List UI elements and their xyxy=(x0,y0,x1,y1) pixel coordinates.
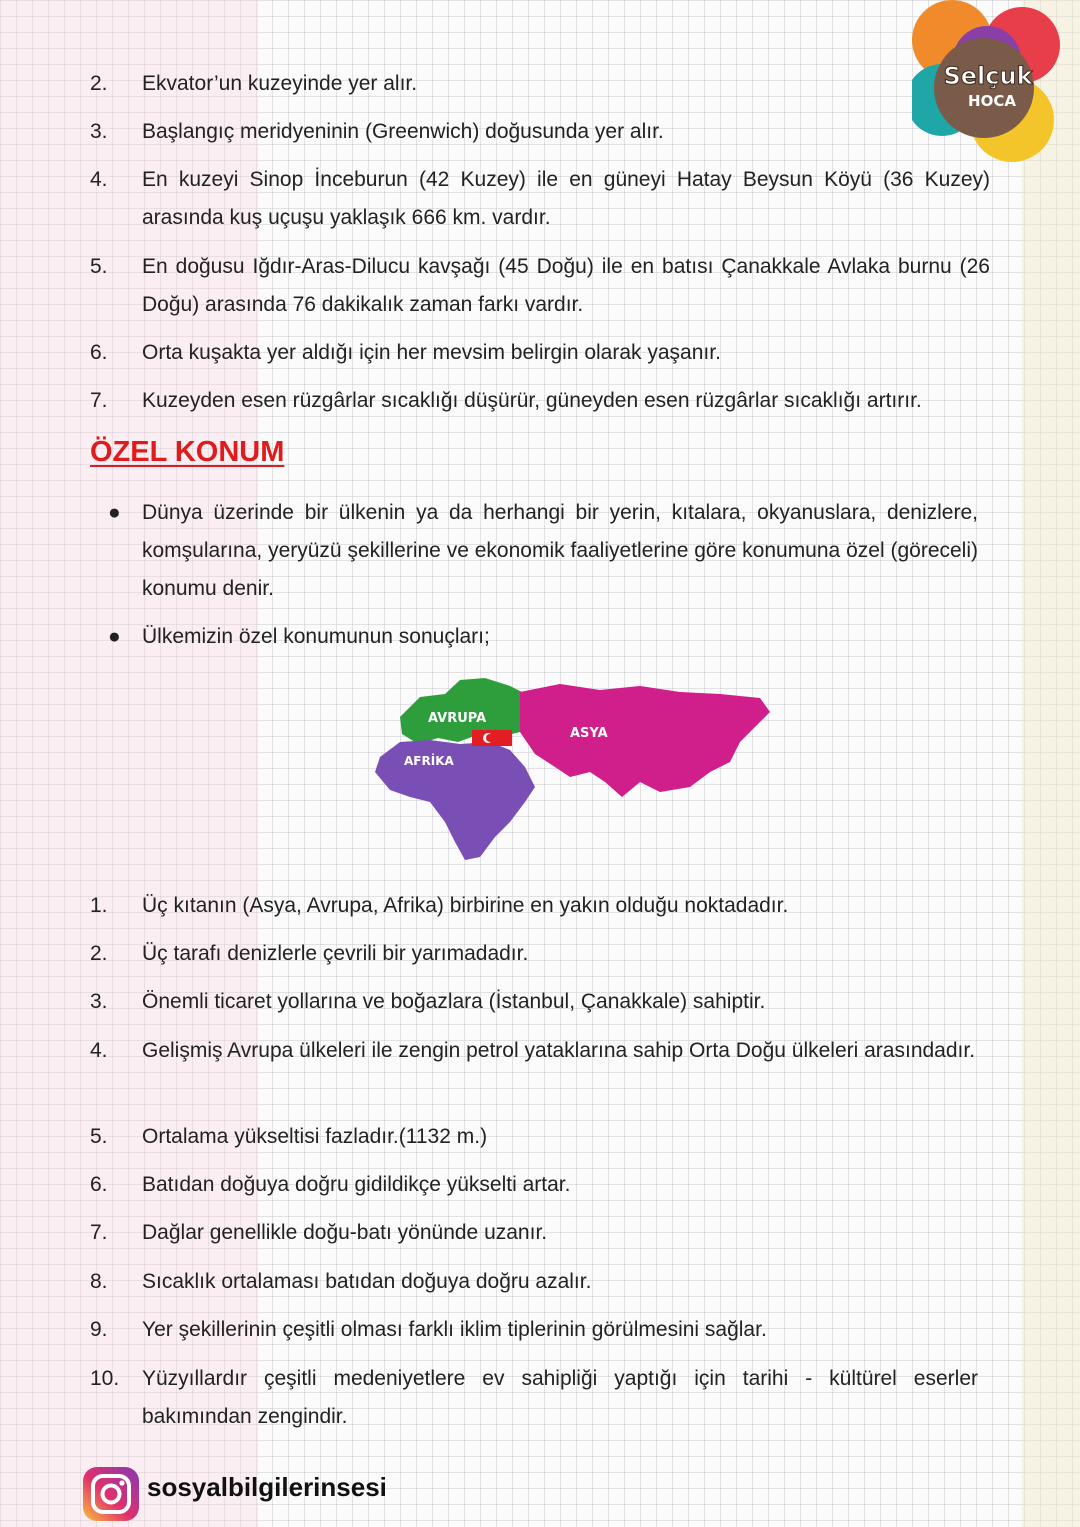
list-number: 5. xyxy=(90,1125,108,1148)
europe-label: AVRUPA xyxy=(428,711,487,726)
list-number: 8. xyxy=(90,1270,108,1293)
list-number: 6. xyxy=(90,341,108,364)
instagram-icon[interactable] xyxy=(82,1466,140,1522)
list-text: Yer şekillerinin çeşitli olması farklı iklim tiplerinin görülmesini sağlar. xyxy=(142,1318,767,1341)
asia-region xyxy=(520,684,770,797)
logo-title: Selçuk xyxy=(943,62,1033,90)
list-number: 5. xyxy=(90,255,108,278)
list-number: 10. xyxy=(90,1367,120,1390)
list-number: 3. xyxy=(90,120,108,143)
list-text: Dağlar genellikle doğu-batı yönünde uzanır. xyxy=(142,1221,548,1244)
list-number: 9. xyxy=(90,1318,108,1341)
list-text: Başlangıç meridyeninin (Greenwich) doğusunda yer alır. xyxy=(142,120,664,143)
list-number: 2. xyxy=(90,72,108,95)
turkey-flag-marker xyxy=(472,730,512,746)
list-number: 7. xyxy=(90,389,108,412)
list-text: Kuzeyden esen rüzgârlar sıcaklığı düşürür, güneyden esen rüzgârlar sıcaklığı artırır. xyxy=(142,389,922,412)
bullet-text: Ülkemizin özel konumunun sonuçları; xyxy=(142,625,490,648)
list-number: 1. xyxy=(90,894,108,917)
bullet-dot: ● xyxy=(108,625,121,648)
list-number: 7. xyxy=(90,1221,108,1244)
bullet-dot: ● xyxy=(108,501,121,524)
list-text: Üç tarafı denizlerle çevrili bir yarımadadır. xyxy=(142,942,529,965)
list-text: Gelişmiş Avrupa ülkeleri ile zengin petrol yataklarına sahip Orta Doğu ülkeleri arasındadır. xyxy=(142,1039,976,1062)
bullet-text: Dünya üzerinde bir ülkenin ya da herhangi bir yerin, kıtalara, okyanuslara, denizlere, komşularına, yeryüzü şekillerine ve ekonomik faaliyetlerine göre konumuna özel (göreceli) konumu denir. xyxy=(142,501,978,600)
list-number: 2. xyxy=(90,942,108,965)
list-text: Ortalama yükseltisi fazladır.(1132 m.) xyxy=(142,1125,488,1148)
list-text: Yüzyıllardır çeşitli medeniyetlere ev sahipliği yaptığı için tarihi - kültürel eserler bakımından zengindir. xyxy=(142,1367,978,1428)
africa-region xyxy=(375,740,535,860)
section-heading: ÖZEL KONUM xyxy=(90,436,285,468)
list-text: Önemli ticaret yollarına ve boğazlara (İstanbul, Çanakkale) sahiptir. xyxy=(142,990,766,1013)
list-text: Orta kuşakta yer aldığı için her mevsim belirgin olarak yaşanır. xyxy=(142,341,721,364)
list-text: En kuzeyi Sinop İnceburun (42 Kuzey) ile en güneyi Hatay Beysun Köyü (36 Kuzey) arasında kuş uçuşu yaklaşık 666 km. vardır. xyxy=(142,168,990,229)
list-number: 6. xyxy=(90,1173,108,1196)
list-text: Üç kıtanın (Asya, Avrupa, Afrika) birbirine en yakın olduğu noktadadır. xyxy=(142,894,789,917)
list-text: Ekvator’un kuzeyinde yer alır. xyxy=(142,72,418,95)
right-margin-band xyxy=(1022,0,1080,1527)
list-text: Sıcaklık ortalaması batıdan doğuya doğru azalır. xyxy=(142,1270,592,1293)
list-number: 3. xyxy=(90,990,108,1013)
instagram-handle[interactable]: sosyalbilgilerinsesi xyxy=(147,1472,387,1502)
asia-label: ASYA xyxy=(570,726,608,741)
list-text: En doğusu Iğdır-Aras-Dilucu kavşağı (45 Doğu) ile en batısı Çanakkale Avlaka burnu (26 Doğu) arasında 76 dakikalık zaman farkı vardır. xyxy=(142,255,990,316)
logo-subtitle: HOCA xyxy=(968,92,1016,110)
list-number: 4. xyxy=(90,168,108,191)
list-text: Batıdan doğuya doğru gidildikçe yükselti artar. xyxy=(142,1173,571,1196)
africa-label: AFRİKA xyxy=(404,754,454,768)
list-number: 4. xyxy=(90,1039,108,1062)
continents-map xyxy=(360,672,780,862)
